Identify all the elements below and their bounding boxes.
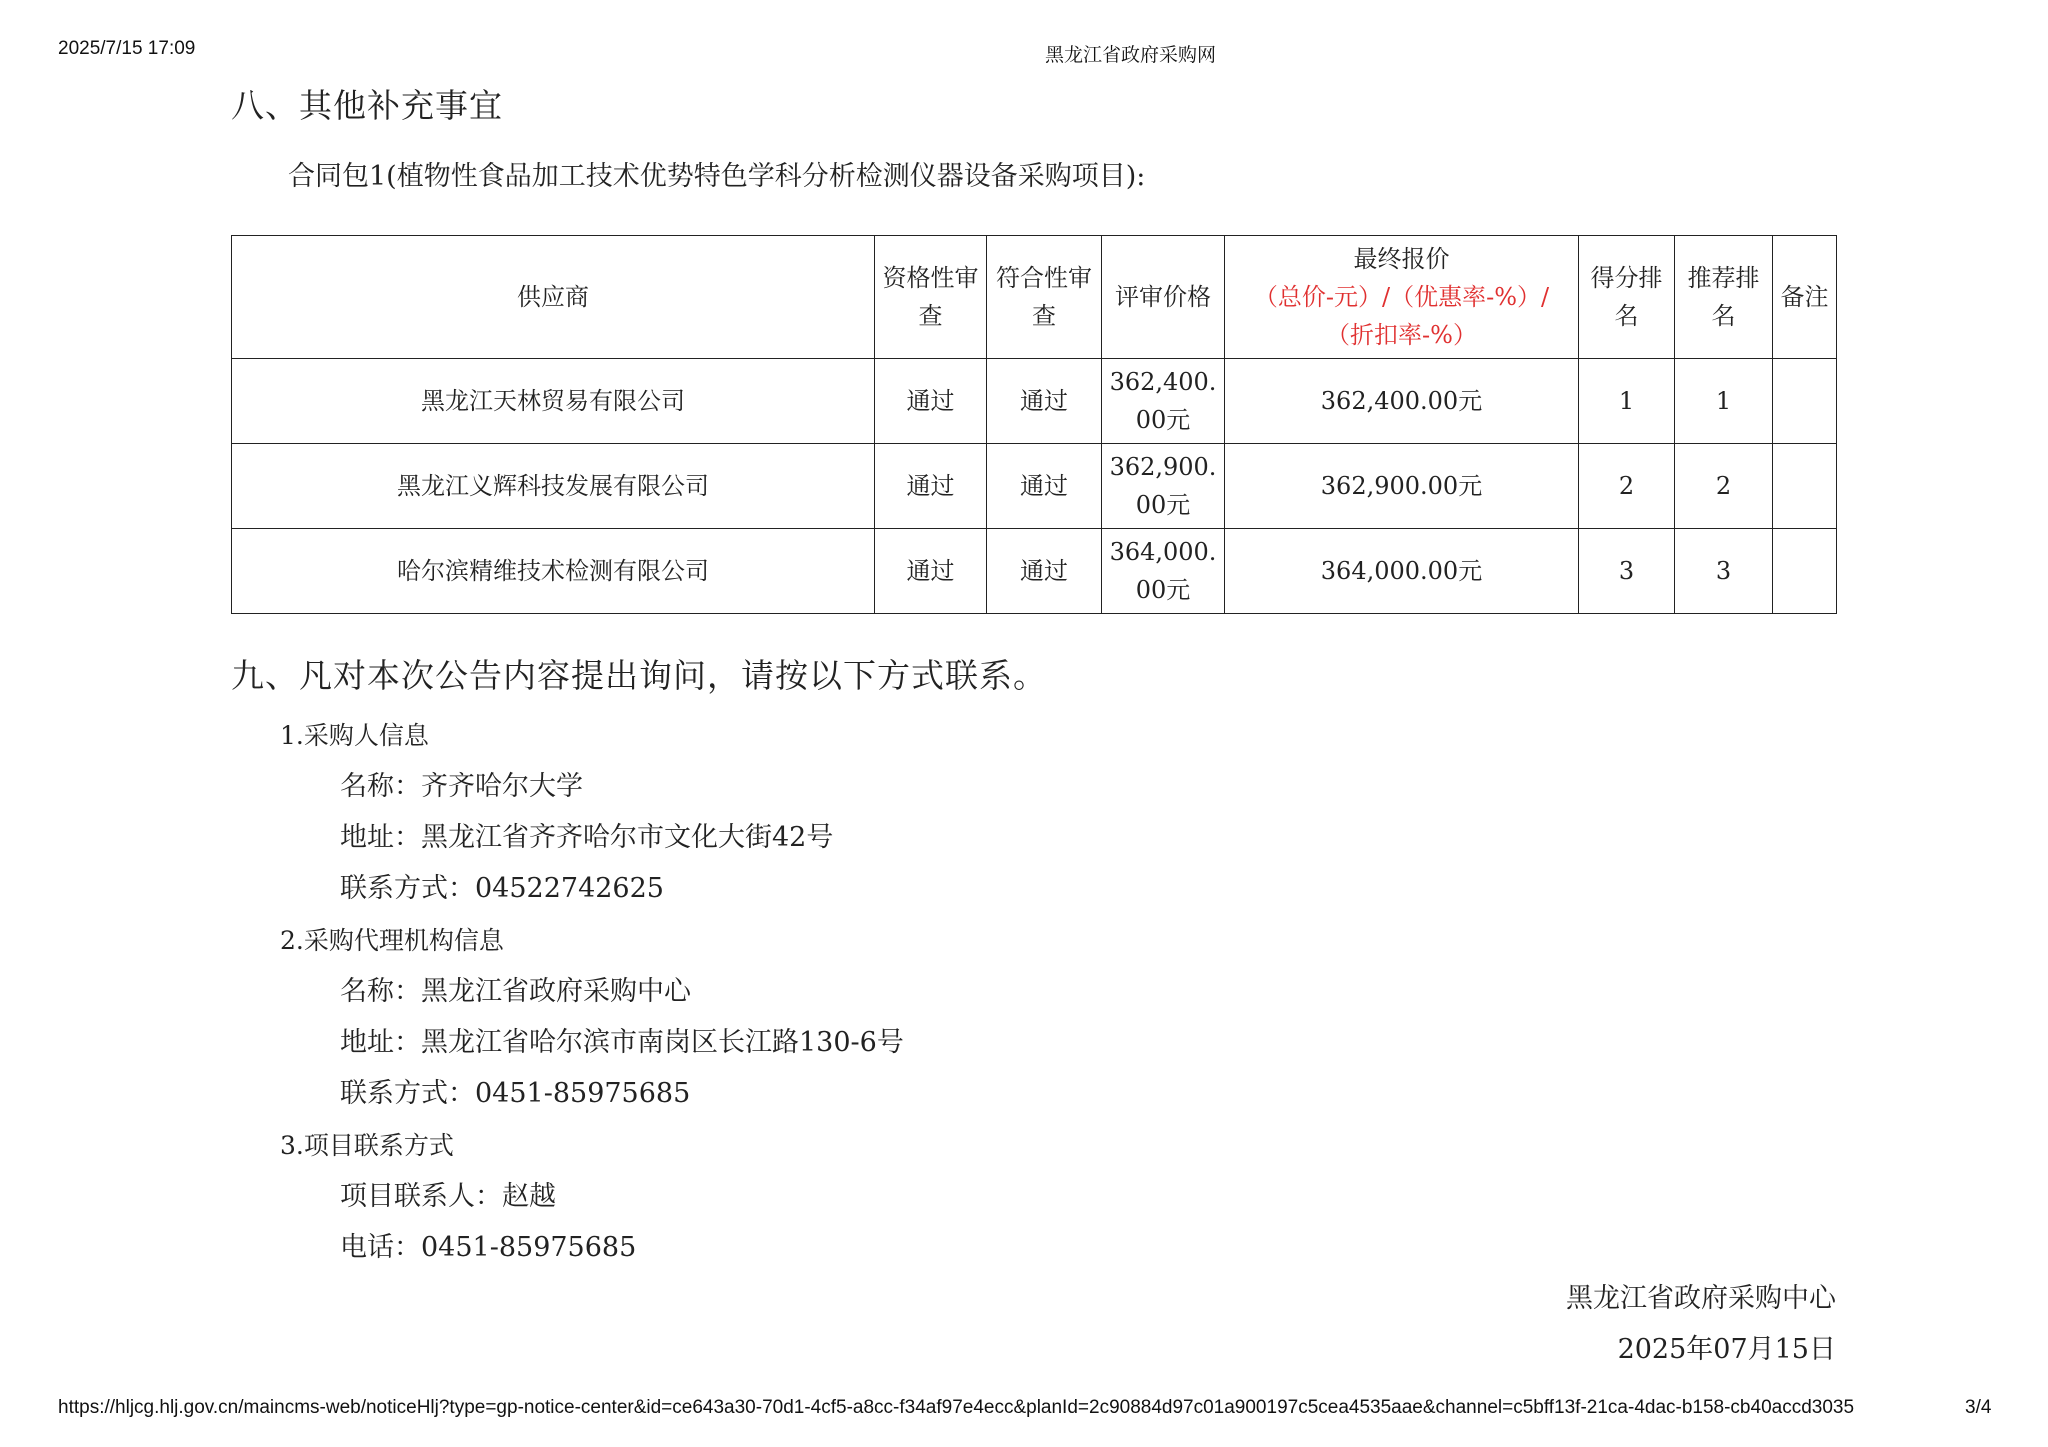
agency-title: 2.采购代理机构信息 — [280, 926, 504, 955]
table-row — [232, 444, 1837, 529]
table-header-row — [232, 236, 1837, 359]
cell-score-rank: 1 — [1579, 359, 1675, 444]
cell-remark — [1773, 359, 1837, 444]
cell-recommend-rank: 1 — [1675, 359, 1773, 444]
cell-compliance: 通过 — [987, 444, 1102, 529]
signature-date: 2025年07月15日 — [1617, 1334, 1836, 1365]
package-line: 合同包1(植物性食品加工技术优势特色学科分析检测仪器设备采购项目): — [288, 161, 1146, 192]
print-datetime: 2025/7/15 17:09 — [58, 38, 196, 59]
project-person: 项目联系人：赵越 — [340, 1181, 556, 1212]
cell-qualification: 通过 — [875, 444, 987, 529]
header-remark: 备注 — [1773, 236, 1837, 359]
cell-supplier: 黑龙江义辉科技发展有限公司 — [232, 444, 875, 529]
agency-contact: 联系方式：0451-85975685 — [340, 1078, 691, 1109]
page-url: https://hljcg.hlj.gov.cn/maincms-web/noticeHlj?type=gp-notice-center&id=ce643a30-70d1-4cf5-a8cc-f34af97e4ecc&planId=2c90884d97c01a900197c5cea4535aae&channel=c5bff13f-21ca-4dac-b158-cb40accd3035 — [58, 1397, 1855, 1418]
cell-supplier: 黑龙江天林贸易有限公司 — [232, 359, 875, 444]
header-final-quote-note: （总价-元）/（优惠率-%）/（折扣率-%） — [1253, 283, 1550, 349]
header-supplier: 供应商 — [232, 236, 875, 359]
section-9-heading: 九、凡对本次公告内容提出询问，请按以下方式联系。 — [231, 656, 1047, 695]
page-number: 3/4 — [1965, 1397, 1992, 1418]
cell-score-rank: 3 — [1579, 529, 1675, 614]
header-qualification: 资格性审查 — [875, 236, 987, 359]
cell-score-rank: 2 — [1579, 444, 1675, 529]
header-final-quote — [1225, 236, 1579, 359]
header-final-quote-title: 最终报价 — [1353, 245, 1450, 273]
cell-recommend-rank: 2 — [1675, 444, 1773, 529]
table-row — [232, 359, 1837, 444]
header-review-price: 评审价格 — [1102, 236, 1225, 359]
table-row — [232, 529, 1837, 614]
purchaser-address: 地址：黑龙江省齐齐哈尔市文化大街42号 — [340, 822, 834, 853]
cell-remark — [1773, 444, 1837, 529]
header-score-rank: 得分排名 — [1579, 236, 1675, 359]
cell-final-quote: 362,400.00元 — [1225, 359, 1579, 444]
site-title: 黑龙江省政府采购网 — [1045, 45, 1217, 66]
cell-review-price: 364,000.00元 — [1102, 529, 1225, 614]
project-phone: 电话：0451-85975685 — [340, 1232, 637, 1263]
header-compliance: 符合性审查 — [987, 236, 1102, 359]
cell-qualification: 通过 — [875, 529, 987, 614]
section-8-heading: 八、其他补充事宜 — [231, 86, 503, 125]
signature-org: 黑龙江省政府采购中心 — [1566, 1283, 1836, 1314]
agency-address: 地址：黑龙江省哈尔滨市南岗区长江路130-6号 — [340, 1027, 904, 1058]
cell-supplier: 哈尔滨精维技术检测有限公司 — [232, 529, 875, 614]
cell-review-price: 362,900.00元 — [1102, 444, 1225, 529]
bid-results-table — [231, 235, 1837, 614]
cell-final-quote: 362,900.00元 — [1225, 444, 1579, 529]
purchaser-contact: 联系方式：04522742625 — [340, 873, 664, 904]
cell-compliance: 通过 — [987, 529, 1102, 614]
cell-recommend-rank: 3 — [1675, 529, 1773, 614]
cell-compliance: 通过 — [987, 359, 1102, 444]
purchaser-name: 名称：齐齐哈尔大学 — [340, 771, 583, 802]
cell-remark — [1773, 529, 1837, 614]
purchaser-title: 1.采购人信息 — [280, 721, 429, 750]
cell-final-quote: 364,000.00元 — [1225, 529, 1579, 614]
header-recommend-rank: 推荐排名 — [1675, 236, 1773, 359]
cell-qualification: 通过 — [875, 359, 987, 444]
project-title: 3.项目联系方式 — [280, 1131, 454, 1160]
agency-name: 名称：黑龙江省政府采购中心 — [340, 976, 691, 1007]
cell-review-price: 362,400.00元 — [1102, 359, 1225, 444]
